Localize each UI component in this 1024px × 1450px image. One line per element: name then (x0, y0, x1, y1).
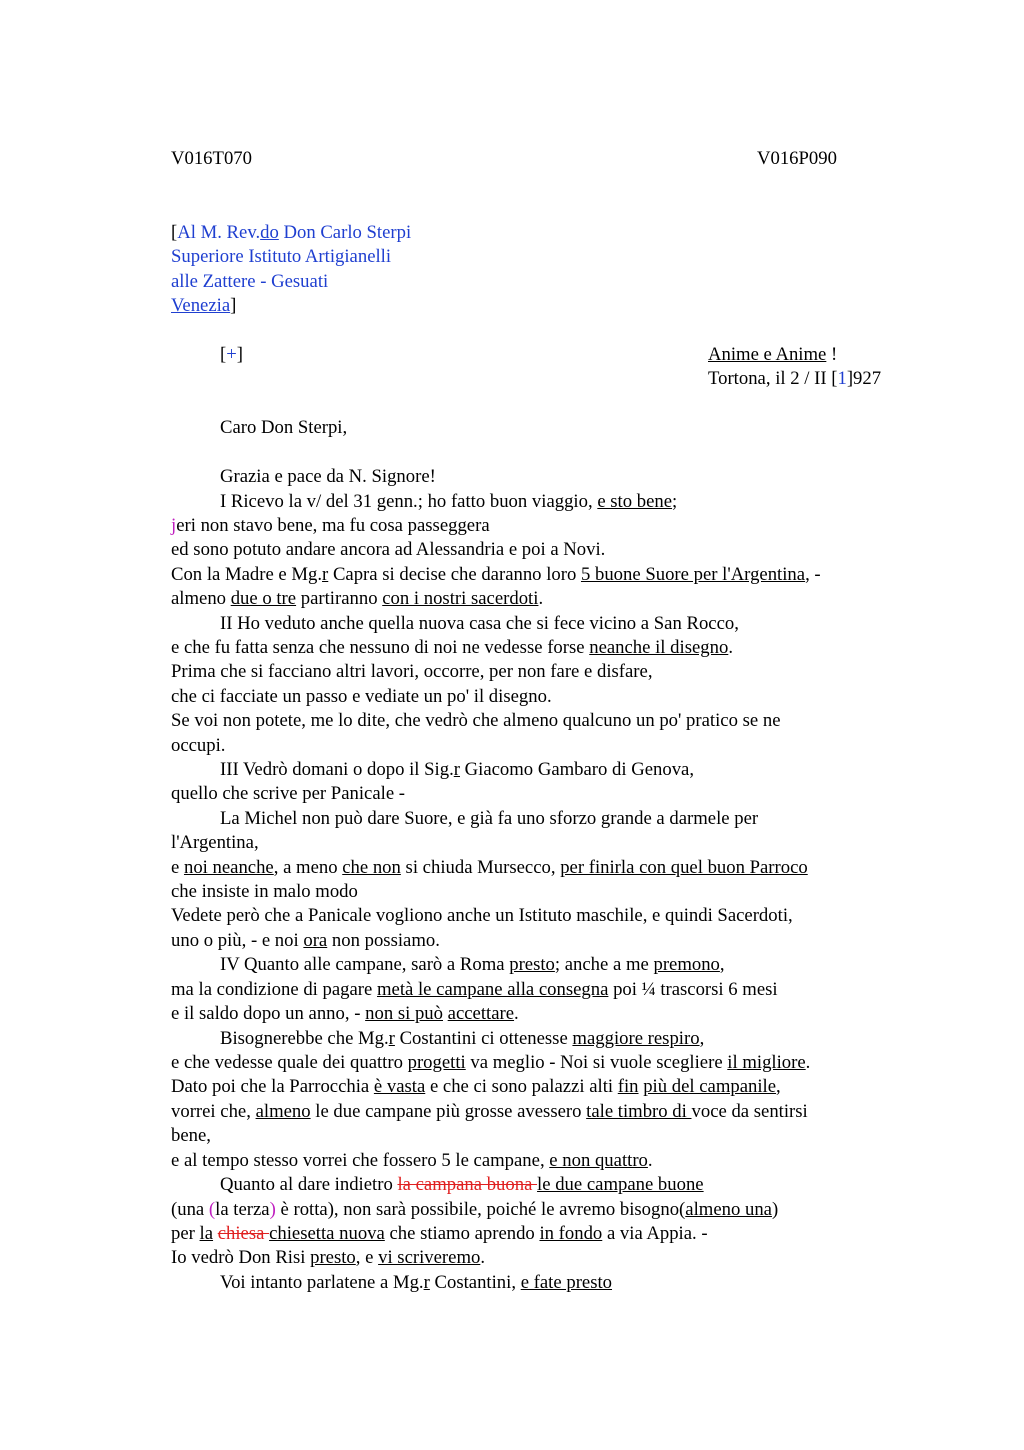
salutation: Caro Don Sterpi, (220, 417, 348, 438)
body-line: La Michel non può dare Suore, e già fa uno sforzo grande a darmele per (220, 808, 759, 829)
body-line: vorrei che, almeno le due campane più grosse avessero tale timbro di voce da sentirsi (171, 1101, 808, 1122)
body-line: per la chiesa chiesetta nuova che stiamo aprendo in fondo a via Appia. - (171, 1223, 708, 1244)
body-line: Se voi non potete, me lo dite, che vedrò che almeno qualcuno un po' pratico se ne (171, 710, 781, 731)
body-line: Quanto al dare indietro la campana buona le due campane buone (220, 1174, 704, 1195)
body-line: Prima che si facciano altri lavori, occorre, per non fare e disfare, (171, 661, 653, 682)
address-line-3: alle Zattere - Gesuati (171, 271, 329, 292)
body-line: Io vedrò Don Risi presto, e vi scriveremo. (171, 1247, 485, 1268)
address-line-4: Venezia] (171, 295, 237, 316)
body-line: e noi neanche, a meno che non si chiuda Mursecco, per finirla con quel buon Parroco (171, 857, 808, 878)
body-line: e il saldo dopo un anno, - non si può accettare. (171, 1003, 519, 1024)
place-date: Tortona, il 2 / II [1]927 (708, 368, 882, 389)
body-line: II Ho veduto anche quella nuova casa che si fece vicino a San Rocco, (220, 613, 739, 634)
body-line: e che fu fatta senza che nessuno di noi ne vedesse forse neanche il disegno. (171, 637, 733, 658)
body-line: bene, (171, 1125, 211, 1146)
body-line: III Vedrò domani o dopo il Sig.r Giacomo Gambaro di Genova, (220, 759, 695, 780)
body-line: IV Quanto alle campane, sarò a Roma presto; anche a me premono, (220, 954, 725, 975)
body-line: ma la condizione di pagare metà le campane alla consegna poi ¼ trascorsi 6 mesi (171, 979, 778, 1000)
greeting: Grazia e pace da N. Signore! (220, 466, 436, 487)
body-line: Vedete però che a Panicale vogliono anche un Istituto maschile, e quindi Sacerdoti, (171, 905, 793, 926)
body-line: almeno due o tre partiranno con i nostri sacerdoti. (171, 588, 544, 609)
motto: Anime e Anime ! (708, 344, 838, 365)
document-code-right: V016P090 (757, 148, 837, 169)
body-line: occupi. (171, 735, 226, 756)
body-line: Con la Madre e Mg.r Capra si decise che daranno loro 5 buone Suore per l'Argentina, - (171, 564, 821, 585)
body-line: che insiste in malo modo (171, 881, 358, 902)
address-line-2: Superiore Istituto Artigianelli (171, 246, 392, 267)
body-line: uno o più, - e noi ora non possiamo. (171, 930, 440, 951)
body-line: Bisognerebbe che Mg.r Costantini ci ottenesse maggiore respiro, (220, 1028, 705, 1049)
body-line: e al tempo stesso vorrei che fossero 5 le campane, e non quattro. (171, 1150, 653, 1171)
deleted-text: la campana buona (397, 1174, 538, 1195)
body-line: I Ricevo la v/ del 31 genn.; ho fatto buon viaggio, e sto bene; (220, 491, 678, 512)
body-line: jeri non stavo bene, ma fu cosa passeggera (171, 515, 490, 536)
deleted-text: chiesa (217, 1223, 270, 1244)
body-line: che ci facciate un passo e vediate un po' il disegno. (171, 686, 552, 707)
body-line: Voi intanto parlatene a Mg.r Costantini, e fate presto (220, 1272, 613, 1293)
cross-mark: [+] (220, 344, 244, 365)
body-line: ed sono potuto andare ancora ad Alessandria e poi a Novi. (171, 539, 606, 560)
body-line: e che vedesse quale dei quattro progetti va meglio - Noi si vuole scegliere il migliore. (171, 1052, 811, 1073)
document-code-left: V016T070 (171, 148, 252, 169)
body-line: quello che scrive per Panicale - (171, 783, 406, 804)
address-line-1: [Al M. Rev.do Don Carlo Sterpi (171, 222, 412, 243)
body-line: Dato poi che la Parrocchia è vasta e che ci sono palazzi alti fin più del campanile, (171, 1076, 781, 1097)
cross-icon: + (226, 344, 237, 365)
body-line: l'Argentina, (171, 832, 259, 853)
body-line: (una (la terza) è rotta), non sarà possibile, poiché le avremo bisogno(almeno una) (171, 1199, 779, 1220)
